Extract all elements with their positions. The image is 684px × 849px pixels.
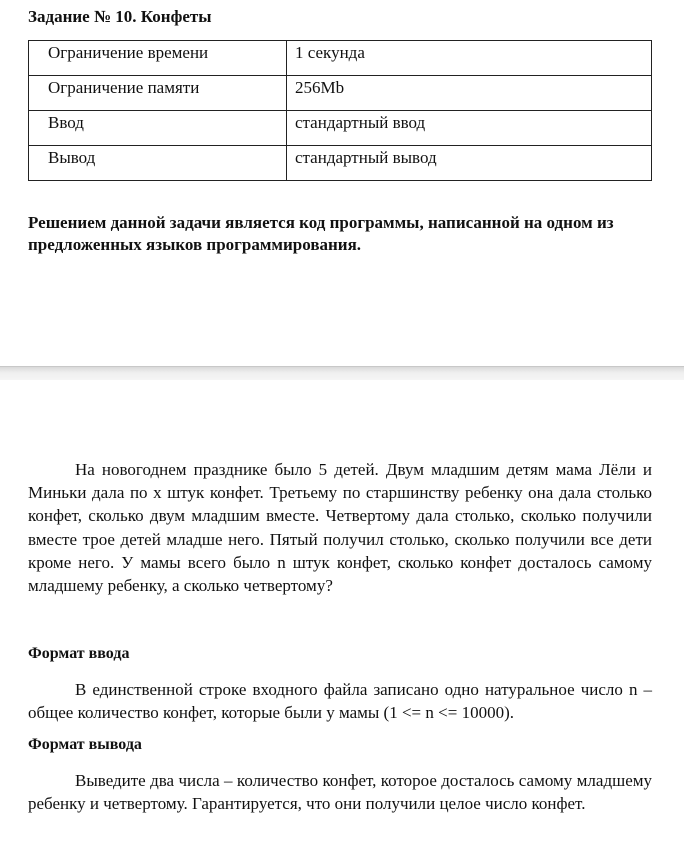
- input-format-text: В единственной строке входного файла записано одно натуральное число n – общее количество конфет, которые были у мамы (1 <= n <= 10000).: [28, 680, 652, 723]
- output-format-heading: Формат вывода: [28, 736, 142, 753]
- table-row: [29, 111, 652, 146]
- time-limit-label: Ограничение времени: [29, 41, 287, 76]
- input-format-heading: Формат ввода: [28, 645, 130, 662]
- memory-limit-label: Ограничение памяти: [29, 76, 287, 111]
- limits-table: [28, 40, 652, 181]
- input-value: стандартный ввод: [287, 111, 652, 146]
- output-value: стандартный вывод: [287, 146, 652, 181]
- table-row: [29, 41, 652, 76]
- solution-note: Решением данной задачи является код программы, написанной на одном из предложенных языков программирования.: [28, 213, 614, 254]
- output-format-text: Выведите два числа – количество конфет, которое досталось самому младшему ребенку и четвертому. Гарантируется, что они получили целое число конфет.: [28, 771, 652, 814]
- input-label: Ввод: [29, 111, 287, 146]
- memory-limit-value: 256Mb: [287, 76, 652, 111]
- problem-statement: На новогоднем празднике было 5 детей. Двум младшим детям мама Лёли и Миньки дала по х штук конфет. Третьему по старшинству ребенку она дала столько конфет, сколько двум младшим вместе. Четвертому дала столько, сколько получили вместе трое детей младше него. Пятый получил столько, сколько получили все дети кроме него. У мамы всего было n штук конфет, сколько конфет досталось самому младшему ребенку, а сколько четвертому?: [28, 460, 652, 596]
- page-1: [0, 0, 684, 366]
- output-label: Вывод: [29, 146, 287, 181]
- table-row: [29, 146, 652, 181]
- task-title: Задание № 10. Конфеты: [28, 7, 212, 26]
- table-row: [29, 76, 652, 111]
- time-limit-value: 1 секунда: [287, 41, 652, 76]
